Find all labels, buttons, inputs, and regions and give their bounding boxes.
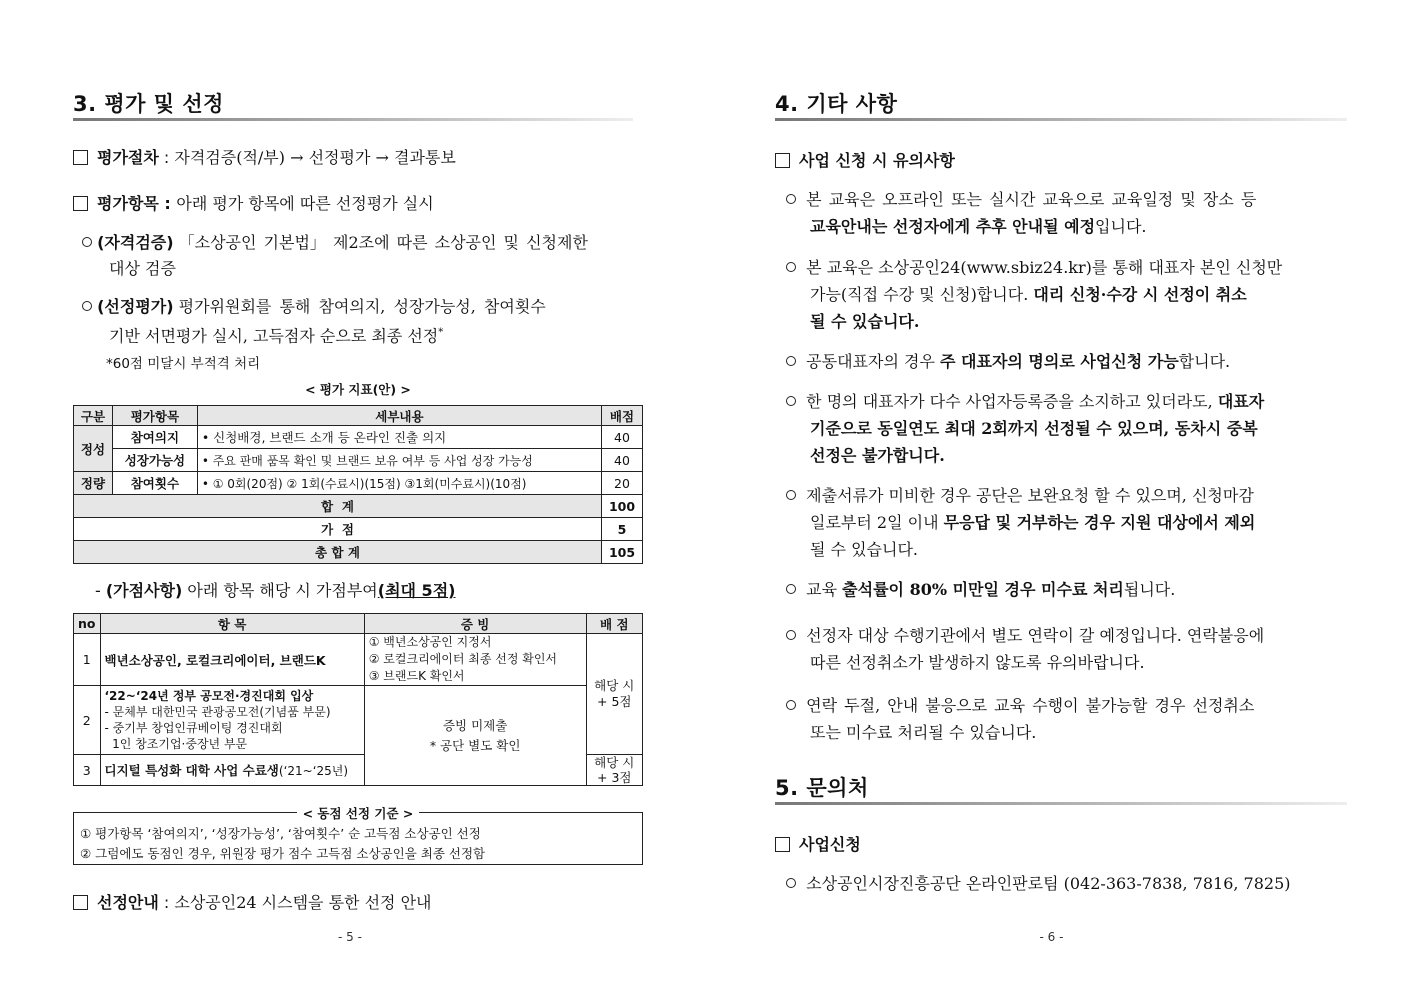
footnote: *60점 미달시 부적격 처리: [106, 356, 261, 372]
tie-break-box: < 동점 선정 기준 > ① 평가항목 ‘참여의지’, ‘성장가능성’, ‘참여횟수’ 순 고득점 소상공인 선정 ② 그럼에도 동점인 경우, 위원장 평가 점수 고득점 소상공인을 최종 선정함: [73, 812, 643, 865]
list-item: 공동대표자의 경우 주 대표자의 명의로 사업신청 가능합니다.: [786, 348, 1351, 375]
page-6: [700, 0, 1403, 992]
table-row: 성장가능성 • 주요 판매 품목 확인 및 브랜드 보유 여부 등 사업 성장 가능성 40: [74, 449, 643, 472]
procedure-text: 자격검증(적/부) → 선정평가 → 결과통보: [174, 148, 456, 167]
checkbox-square-icon: [775, 153, 790, 168]
circle-bullet-icon: [786, 490, 796, 500]
circle-bullet-icon: [786, 194, 796, 204]
circle-bullet-icon: [786, 262, 796, 272]
items-intro: 평가항목 : 아래 평가 항목에 따른 선정평가 실시: [73, 191, 434, 214]
section-title-contact: 5. 문의처: [775, 776, 869, 800]
checkbox-square-icon: [775, 837, 790, 852]
circle-bullet-icon: [786, 396, 796, 406]
circle-bullet-icon: [786, 584, 796, 594]
list-item: 제출서류가 미비한 경우 공단은 보완요청 할 수 있으며, 신청마감 일로부터 2일 이내 무응답 및 거부하는 경우 지원 대상에서 제외 될 수 있습니다.: [786, 482, 1351, 563]
contact-item: [786, 871, 1291, 897]
bonus-row: 가 점 5: [74, 518, 643, 541]
table-row: 정량 참여횟수 • ① 0회(20점) ② 1회(수료시)(15점) ③1회(미수료시)(10점) 20: [74, 472, 643, 495]
section-rule: [775, 802, 1347, 805]
circle-bullet-icon: [786, 630, 796, 640]
total-row: 합 계 100: [74, 495, 643, 518]
notice-item: 선정안내 : 소상공인24 시스템을 통한 선정 안내: [73, 890, 431, 913]
section-rule: [775, 118, 1347, 121]
table-row: 1 백년소상공인, 로컬크리에이터, 브랜드K ① 백년소상공인 지정서 ② 로컬크리에이터 최종 선정 확인서 ③ 브랜드K 확인서 해당 시 + 5점: [74, 634, 643, 686]
caution-title: 사업 신청 시 유의사항: [775, 148, 955, 171]
list-item: 본 교육은 소상공인24(www.sbiz24.kr)를 통해 대표자 본인 신청만 가능(직접 수강 및 신청)합니다. 대리 신청·수강 시 선정이 취소 될 수 있습니다.: [786, 254, 1351, 335]
list-item: 연락 두절, 안내 불응으로 교육 수행이 불가능할 경우 선정취소 또는 미수료 처리될 수 있습니다.: [786, 692, 1351, 746]
section-rule: [73, 118, 633, 121]
grand-total-row: 총 합 계 105: [74, 541, 643, 564]
table-header-row: 구분 평가항목 세부내용 배점: [74, 406, 643, 426]
circle-bullet-icon: [786, 700, 796, 710]
table-row: 3 디지털 특성화 대학 사업 수료생(‘21~‘25년) 해당 시 + 3점: [74, 755, 643, 786]
tie-break-title: < 동점 선정 기준 >: [297, 806, 420, 821]
circle-bullet-icon: [786, 356, 796, 366]
procedure-item: 평가절차 : 자격검증(적/부) → 선정평가 → 결과통보: [73, 145, 456, 168]
evaluation-table: [73, 405, 643, 564]
checkbox-square-icon: [73, 196, 88, 211]
page-5: [0, 0, 700, 992]
table-row: 정성 참여의지 • 신청배경, 브랜드 소개 등 온라인 진출 의지 40: [74, 426, 643, 449]
evaluate-bullet: (선정평가) 평가위원회를 통해 참여의지, 성장가능성, 참여횟수 기반 서면평가 실시, 고득점자 순으로 최종 선정*: [82, 294, 647, 349]
bonus-table: [73, 613, 643, 786]
bonus-intro: - (가점사항) 아래 항목 해당 시 가점부여(최대 5점): [95, 581, 456, 600]
list-item: 교육 출석률이 80% 미만일 경우 미수료 처리됩니다.: [786, 576, 1351, 603]
checkbox-square-icon: [73, 895, 88, 910]
qualify-bullet: (자격검증) 「소상공인 기본법」 제2조에 따른 소상공인 및 신청제한 대상 검증: [82, 230, 647, 282]
page-number: - 5 -: [338, 930, 362, 944]
section-title-other: 4. 기타 사항: [775, 92, 898, 116]
section-title-evaluation: 3. 평가 및 선정: [73, 92, 224, 116]
page-number: - 6 -: [1039, 930, 1064, 944]
checkbox-square-icon: [73, 150, 88, 165]
caution-list: [786, 186, 1351, 746]
circle-bullet-icon: [82, 301, 92, 311]
contact-text: 소상공인시장진흥공단 온라인판로팀 (042-363-7838, 7816, 7825): [806, 874, 1291, 893]
circle-bullet-icon: [82, 237, 92, 247]
table-header-row: no 항 목 증 빙 배 점: [74, 614, 643, 634]
list-item: 한 명의 대표자가 다수 사업자등록증을 소지하고 있더라도, 대표자 기준으로 동일연도 최대 2회까지 선정될 수 있으며, 동차시 중복 선정은 불가합니다.: [786, 388, 1351, 469]
list-item: 본 교육은 오프라인 또는 실시간 교육으로 교육일정 및 장소 등 교육안내는 선정자에게 추후 안내될 예정입니다.: [786, 186, 1351, 240]
table-row: 2 ‘22~‘24년 정부 공모전·경진대회 입상 - 문체부 대한민국 관광공모전(기념품 부문) - 중기부 창업인큐베이팅 경진대회 1인 창조기업·중장년 부문 증빙 미제출 * 공단 별도 확인: [74, 686, 643, 755]
apply-title: 사업신청: [775, 832, 861, 855]
table-caption: < 평가 지표(안) >: [305, 382, 411, 397]
circle-bullet-icon: [786, 878, 796, 888]
list-item: 선정자 대상 수행기관에서 별도 연락이 갈 예정입니다. 연락불응에 따른 선정취소가 발생하지 않도록 유의바랍니다.: [786, 622, 1351, 676]
